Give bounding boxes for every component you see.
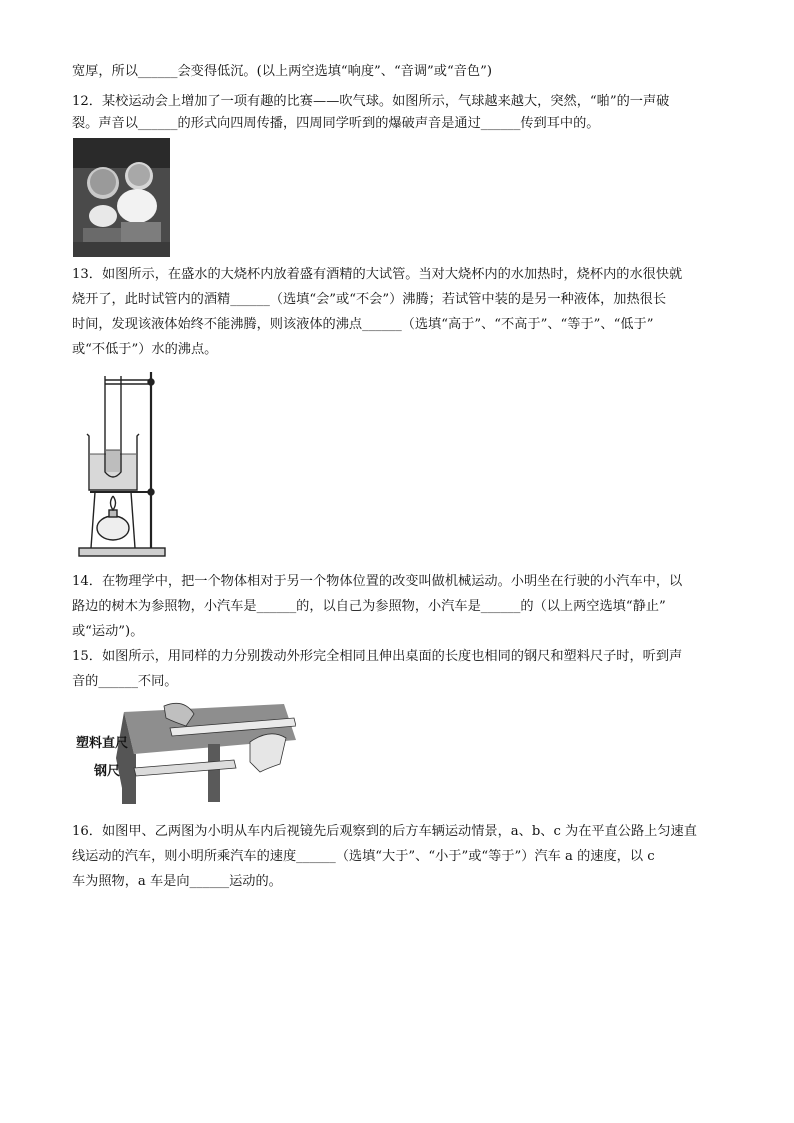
question-15-line-2: 音的______不同。 — [72, 674, 178, 689]
table-and-rulers-figure — [74, 698, 296, 806]
question-11-tail: 宽厚，所以______会变得低沉。(以上两空选填“响度”、“音调”或“音色”) — [72, 64, 492, 79]
question-13-line-2: 烧开了，此时试管内的酒精______（选填“会”或“不会”）沸腾；若试管中装的是另一种液体，加热很长 — [72, 292, 667, 307]
rulers-diagram — [74, 698, 296, 806]
question-12-line-1: 12．某校运动会上增加了一项有趣的比赛——吹气球。如图所示，气球越来越大，突然，“啪”的一声破 — [72, 94, 670, 109]
question-13-line-1: 13．如图所示，在盛水的大烧杯内放着盛有酒精的大试管。当对大烧杯内的水加热时，烧杯内的水很快就 — [72, 267, 683, 282]
steel-ruler-label: 钢尺 — [94, 764, 121, 779]
question-15-line-1: 15．如图所示，用同样的力分别拨动外形完全相同且伸出桌面的长度也相同的钢尺和塑料尺子时，听到声 — [72, 649, 683, 664]
beaker-test-tube-diagram — [75, 368, 170, 560]
question-12-line-2: 裂。声音以______的形式向四周传播，四周同学听到的爆破声音是通过______传到耳中的。 — [72, 116, 600, 131]
plastic-ruler-label: 塑料直尺 — [76, 736, 129, 751]
question-13-line-3: 时间，发现该液体始终不能沸腾，则该液体的沸点______（选填“高于”、“不高于”、“等于”、“低于” — [72, 317, 654, 332]
balloon-photo — [73, 138, 170, 257]
question-16-line-3: 车为照物，a 车是向______运动的。 — [72, 874, 282, 889]
question-13-line-4: 或“不低于”）水的沸点。 — [72, 342, 218, 357]
question-16-line-1: 16．如图甲、乙两图为小明从车内后视镜先后观察到的后方车辆运动情景，a、b、c 为在平直公路上匀速直 — [72, 824, 697, 839]
question-14-line-2: 路边的树木为参照物，小汽车是______的，以自己为参照物，小汽车是______的（以上两空选填“静止” — [72, 599, 666, 614]
question-14-line-3: 或“运动”)。 — [72, 624, 144, 639]
question-14-line-1: 14．在物理学中，把一个物体相对于另一个物体位置的改变叫做机械运动。小明坐在行驶的小汽车中，以 — [72, 574, 683, 589]
question-16-line-2: 线运动的汽车，则小明所乘汽车的速度______（选填“大于”、“小于”或“等于”）汽车 a 的速度，以 c — [72, 849, 655, 864]
